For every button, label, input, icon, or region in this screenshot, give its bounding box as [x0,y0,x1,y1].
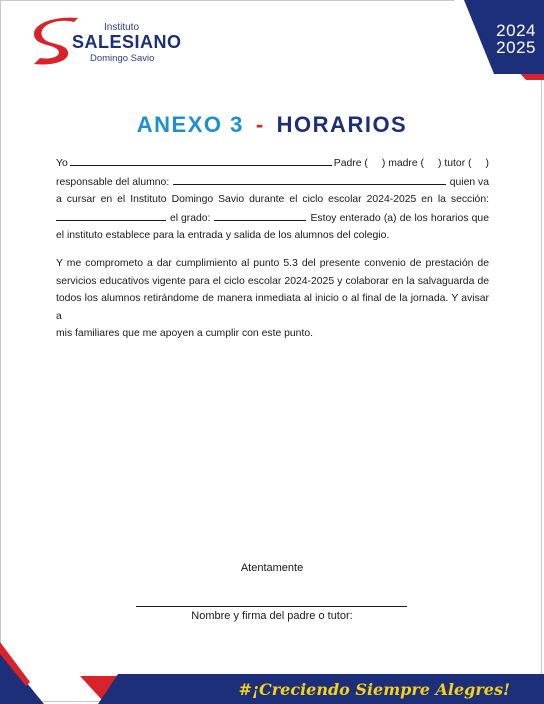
document-body [56,154,489,343]
institute-logo [30,16,182,70]
label-quien-va: quien va [449,176,489,188]
logo-sub-text: Domingo Savio [90,53,155,64]
commitment-line-4: mis familiares que me apoyen a cumplir con este punto. [56,328,314,340]
logo-top-text: Instituto [104,22,140,33]
footer-slogan: #¡Creciendo Siempre Alegres! [238,680,510,699]
title-annex: ANEXO 3 [136,112,244,137]
label-close: ) [485,158,489,169]
year-end: 2025 [496,38,536,57]
line-parent-name [56,154,489,173]
line-student-name [56,173,489,192]
closing-text: Atentamente [240,562,304,574]
label-tutor: ) tutor ( [438,158,472,169]
line-section-grade [56,209,489,228]
parent-name-field[interactable] [70,154,332,166]
logo-main-text: SALESIANO [72,32,182,52]
title-schedules: HORARIOS [276,112,408,137]
commitment-line-2: servicios educativos vigente para el ciclo escolar 2024-2025 y colaborar en la salvaguarda de [56,275,489,287]
page-title [0,112,544,138]
label-responsable: responsable del alumno: [56,176,170,188]
student-name-field[interactable] [173,173,445,185]
title-separator: - [255,112,265,137]
label-grado: el grado: [170,212,211,224]
year-start: 2024 [496,21,536,40]
label-madre: ) madre ( [381,158,425,169]
commitment-line-1: Y me comprometo a dar cumplimiento al punto 5.3 del presente convenio de prestación de [56,257,489,269]
label-padre: Padre ( [333,158,368,169]
signature-label: Nombre y firma del padre o tutor: [191,610,353,622]
signature-line[interactable] [136,606,407,607]
commitment-line-3: todos los alumnos retirándome de manera inmediata al inicio o al final de la jornada. Y avisar a [56,293,489,322]
line-school-cycle: a cursar en el Instituto Domingo Savio durante el ciclo escolar 2024-2025 en la sección: [56,194,489,206]
label-enterado: Estoy enterado (a) de los horarios que [310,212,489,224]
label-yo: Yo [56,158,68,169]
section-field[interactable] [56,209,166,221]
line-schedule-statement: el instituto establece para la entrada y salida de los alumnos del colegio. [56,230,390,242]
grade-field[interactable] [214,209,306,221]
commitment-paragraph [56,255,489,343]
